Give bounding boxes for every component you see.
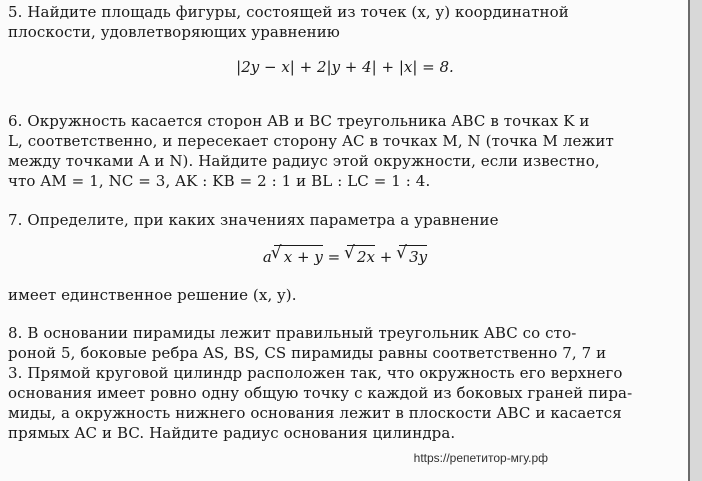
problem-8-line-2: роной 5, боковые ребра AS, BS, CS пирамиды равны соответственно 7, 7 и [8,344,607,362]
problem-8-line-6: прямых AC и BC. Найдите радиус основания цилиндра. [8,424,456,442]
problem-7-formula [0,245,690,267]
problem-8-line-5: миды, а окружность нижнего основания лежит в плоскости ABC и касается [8,404,622,422]
problem-7-line-2: имеет единственное решение (x, y). [8,286,297,304]
problem-5-line-1: 5. Найдите площадь фигуры, состоящей из точек (x, y) координатной [8,3,569,21]
formula-sqrt-x-plus-y: √ x + y [274,245,323,267]
page-edge-strip [690,0,702,481]
problem-8-line-4: основания имеет ровно одну общую точку с каждой из боковых граней пира- [8,384,633,402]
formula-sqrt-3y: √ 3y [399,245,427,267]
problem-6-line-2: L, соответственно, и пересекает сторону AC в точках M, N (точка M лежит [8,132,614,150]
problem-5-line-2: плоскости, удовлетворяющих уравнению [8,23,340,41]
formula-sqrt-2x: √ 2x [347,245,375,267]
problem-6-line-4: что AM = 1, NC = 3, AK : KB = 2 : 1 и BL : LC = 1 : 4. [8,172,431,190]
problem-8-line-1: 8. В основании пирамиды лежит правильный треугольник ABC со сто- [8,324,577,342]
problem-6-line-1: 6. Окружность касается сторон AB и BC треугольника ABC в точках K и [8,112,590,130]
problem-8-line-3: 3. Прямой круговой цилиндр расположен так, что окружность его верхнего [8,364,623,382]
formula-plus: + [379,248,393,266]
formula-equals: = [327,248,341,266]
problem-7-line-1: 7. Определите, при каких значениях параметра a уравнение [8,211,499,229]
problem-5-formula: |2y − x| + 2|y + 4| + |x| = 8. [236,58,454,76]
problem-6-line-3: между точками A и N). Найдите радиус этой окружности, если известно, [8,152,600,170]
formula-parameter-a: a [262,248,272,266]
source-url-link[interactable]: https://репетитор-мгу.рф [413,451,548,465]
